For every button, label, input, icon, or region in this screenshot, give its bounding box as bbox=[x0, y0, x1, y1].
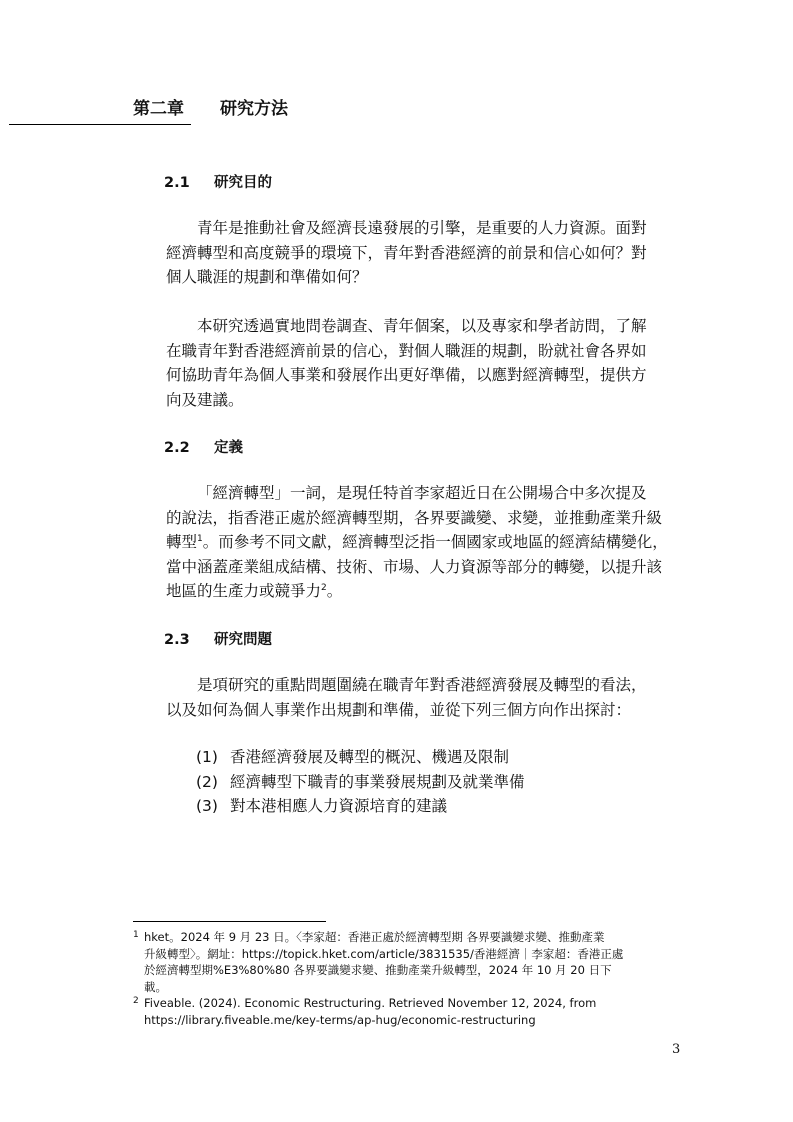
paragraph-line: 當中涵蓋產業組成結構、技術、市場、人力資源等部分的轉變，以提升該 bbox=[166, 557, 663, 576]
footnote-line: hket。2024 年 9 月 23 日。〈李家超：香港正處於經濟轉型期 各界要識變求變、推動產業 bbox=[144, 930, 605, 944]
footnote-link-line[interactable]: 升級轉型〉。網址：https://topick.hket.com/article/3831535/香港經濟｜李家超：香港正處 bbox=[144, 946, 624, 961]
paragraph-research-purpose-2 bbox=[166, 314, 681, 412]
footnote-mark: 1 bbox=[133, 930, 139, 940]
section-number: 2.3 bbox=[164, 632, 190, 648]
footnote-line: Fiveable. (2024). Economic Restructuring. Retrieved November 12, 2024, from bbox=[144, 996, 597, 1010]
paragraph-text: 轉型 bbox=[166, 533, 198, 551]
chapter-label: 第二章 bbox=[133, 99, 184, 119]
paragraph-text: 地區的生產力或競爭力 bbox=[166, 582, 322, 600]
footnote-separator bbox=[133, 921, 326, 922]
list-item-text: 對本港相應人力資源培育的建議 bbox=[230, 797, 448, 815]
section-number: 2.1 bbox=[164, 175, 190, 191]
paragraph-research-purpose-1 bbox=[166, 216, 681, 290]
paragraph-line: 本研究透過實地問卷調查、青年個案，以及專家和學者訪問，了解 bbox=[197, 317, 647, 335]
footnote-link-line[interactable]: 於經濟轉型期%E3%80%80 各界要識變求變、推動產業升級轉型，2024 年 10 月 20 日下 bbox=[144, 963, 612, 977]
section-number: 2.2 bbox=[164, 440, 190, 456]
footnote-link-line[interactable]: https://library.fiveable.me/key-terms/ap-hug/economic-restructuring bbox=[144, 1012, 536, 1027]
section-heading-2-3 bbox=[164, 628, 272, 649]
chapter-underline bbox=[9, 124, 191, 125]
list-item-text: 經濟轉型下職青的事業發展規劃及就業準備 bbox=[230, 772, 525, 791]
footnote-1 bbox=[133, 929, 678, 995]
list-item-number: (2) bbox=[196, 772, 218, 791]
paragraph-line bbox=[166, 579, 681, 604]
paragraph-definition bbox=[166, 481, 681, 604]
section-heading-2-1 bbox=[164, 171, 272, 192]
footnote-mark: 2 bbox=[133, 996, 139, 1006]
list-item-text: 香港經濟發展及轉型的概況、機遇及限制 bbox=[230, 748, 510, 766]
paragraph-line: 經濟轉型和高度競爭的環境下，青年對香港經濟的前景和信心如何？對 bbox=[166, 243, 647, 262]
section-heading-2-2 bbox=[164, 436, 243, 457]
paragraph-line: 向及建議。 bbox=[166, 390, 244, 409]
list-item-number: (3) bbox=[196, 797, 218, 815]
footnotes bbox=[133, 929, 678, 1028]
paragraph-line: 何協助青年為個人事業和發展作出更好準備，以應對經濟轉型，提供方 bbox=[166, 366, 647, 384]
paragraph-research-questions bbox=[166, 673, 681, 722]
footnote-ref-2[interactable]: 2 bbox=[321, 582, 327, 593]
paragraph-line: 的說法，指香港正處於經濟轉型期，各界要識變、求變，並推動產業升級 bbox=[166, 508, 663, 527]
paragraph-line: 青年是推動社會及經濟長遠發展的引擎，是重要的人力資源。面對 bbox=[197, 219, 647, 237]
research-question-list bbox=[196, 745, 525, 819]
list-item bbox=[196, 770, 525, 795]
footnote-ref-1[interactable]: 1 bbox=[197, 533, 203, 544]
section-title: 研究目的 bbox=[214, 175, 272, 191]
paragraph-text: 。而參考不同文獻，經濟轉型泛指一個國家或地區的經濟結構變化， bbox=[202, 533, 668, 551]
paragraph-line: 「經濟轉型」一詞，是現任特首李家超近日在公開場合中多次提及 bbox=[197, 484, 647, 502]
list-item bbox=[196, 745, 525, 770]
list-item bbox=[196, 794, 525, 819]
chapter-title: 研究方法 bbox=[220, 99, 288, 119]
footnote-line: 載。 bbox=[144, 979, 167, 994]
page-number: 3 bbox=[672, 1042, 681, 1057]
paragraph-line: 個人職涯的規劃和準備如何？ bbox=[166, 268, 368, 286]
list-item-number: (1) bbox=[196, 748, 218, 766]
footnote-2 bbox=[133, 995, 678, 1028]
section-title: 定義 bbox=[214, 440, 243, 456]
paragraph-text: 。 bbox=[326, 582, 343, 600]
chapter-heading bbox=[133, 94, 288, 119]
paragraph-line: 是項研究的重點問題圍繞在職青年對香港經濟發展及轉型的看法， bbox=[197, 676, 647, 694]
paragraph-line bbox=[166, 530, 681, 555]
section-title: 研究問題 bbox=[214, 632, 272, 648]
paragraph-line: 在職青年對香港經濟前景的信心，對個人職涯的規劃，盼就社會各界如 bbox=[166, 341, 647, 360]
paragraph-line: 以及如何為個人事業作出規劃和準備，並從下列三個方向作出探討： bbox=[166, 700, 632, 719]
